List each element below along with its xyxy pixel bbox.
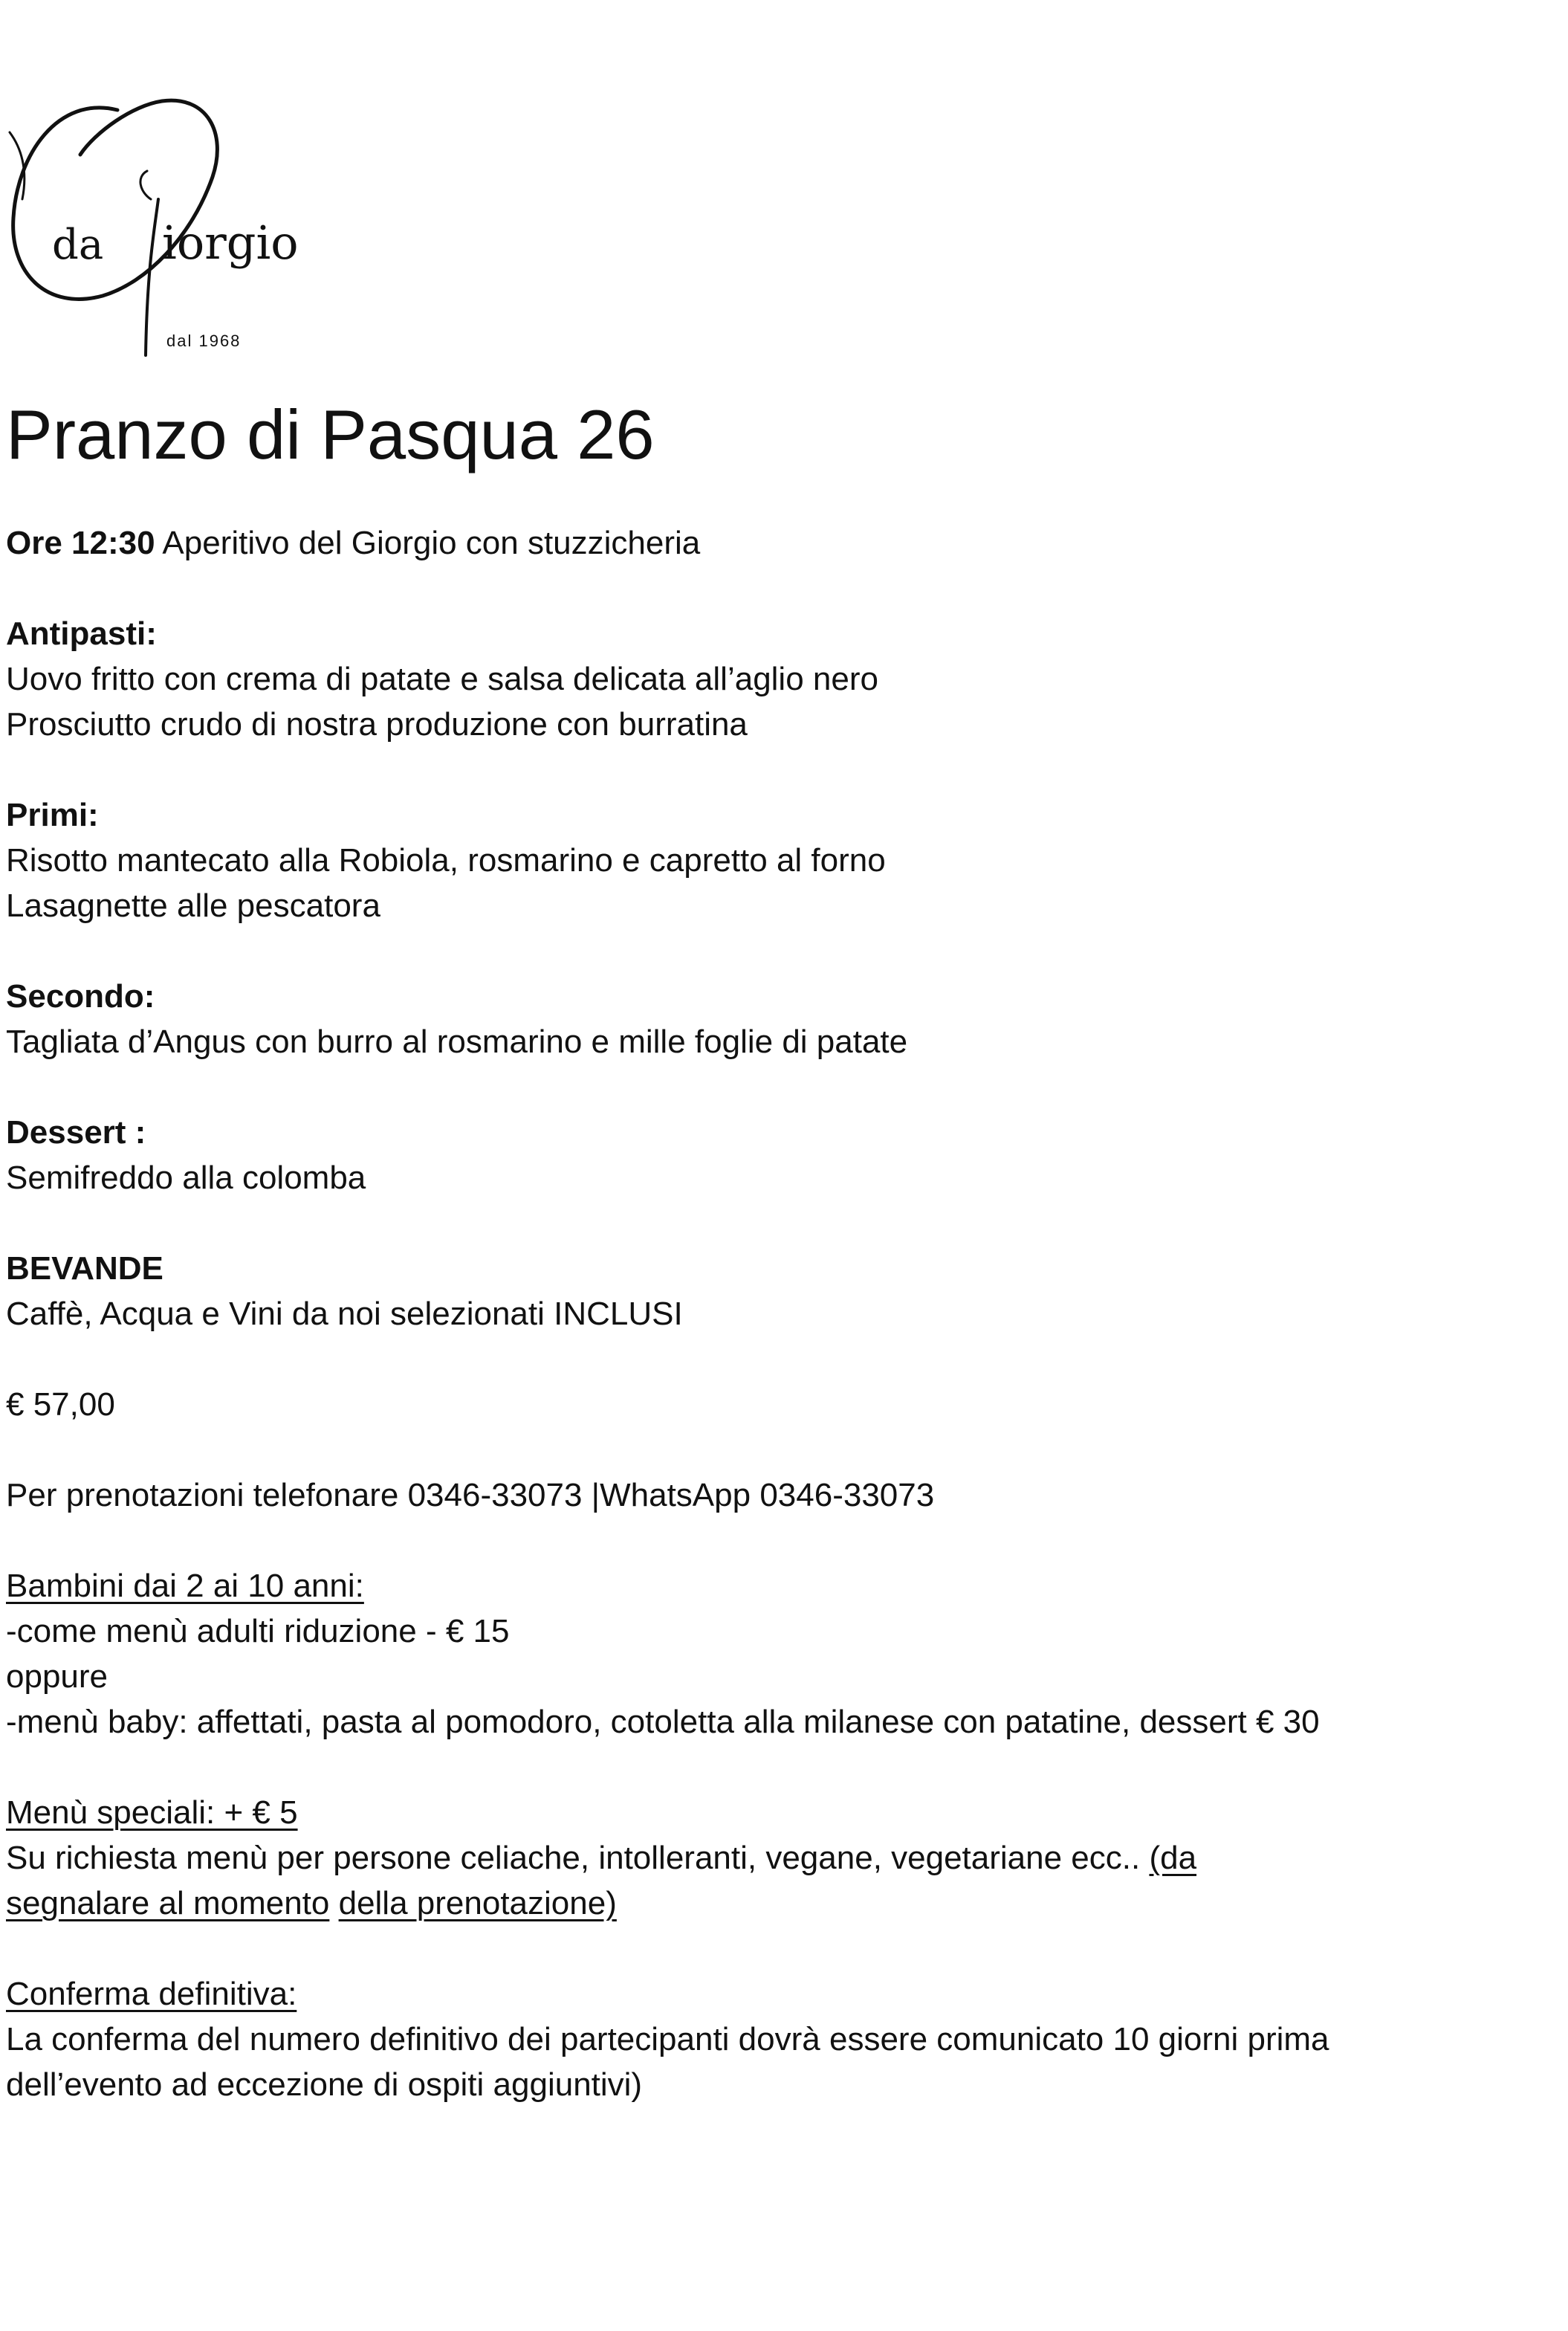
aperitivo-time: Ore 12:30 bbox=[6, 525, 155, 561]
speciali-heading: Menù speciali: + € 5 bbox=[6, 1794, 298, 1831]
page-title: Pranzo di Pasqua 26 bbox=[6, 395, 655, 473]
conferma-line: dell’evento ad eccezione di ospiti aggiuntivi) bbox=[6, 2066, 643, 2103]
logo-text-da: da bbox=[52, 221, 104, 269]
speciali-note: della prenotazione) bbox=[338, 1885, 617, 1921]
primi-item: Risotto mantecato alla Robiola, rosmarino e capretto al forno bbox=[6, 842, 886, 879]
bambini-line: -come menù adulti riduzione - € 15 bbox=[6, 1613, 510, 1649]
primi-item: Lasagnette alle pescatora bbox=[6, 888, 380, 924]
secondo-heading: Secondo: bbox=[6, 978, 155, 1015]
conferma-line: La conferma del numero definitivo dei partecipanti dovrà essere comunicato 10 giorni prima bbox=[6, 2021, 1329, 2057]
dessert-item: Semifreddo alla colomba bbox=[6, 1160, 366, 1196]
speciali-line: Su richiesta menù per persone celiache, intolleranti, vegane, vegetariane ecc.. (da bbox=[6, 1840, 1197, 1876]
dessert-heading: Dessert : bbox=[6, 1114, 146, 1151]
antipasti-item: Uovo fritto con crema di patate e salsa delicata all’aglio nero bbox=[6, 661, 878, 697]
secondo-item: Tagliata d’Angus con burro al rosmarino e mille foglie di patate bbox=[6, 1024, 908, 1060]
bambini-line: -menù baby: affettati, pasta al pomodoro, cotoletta alla milanese con patatine, dessert € 30 bbox=[6, 1704, 1320, 1740]
speciali-line bbox=[6, 1881, 1552, 1926]
logo-text-iorgio: iorgio bbox=[162, 216, 299, 270]
speciali-note: segnalare al momento bbox=[6, 1885, 330, 1921]
primi-heading: Primi: bbox=[6, 797, 99, 833]
aperitivo-line bbox=[6, 520, 1552, 566]
logo-graphic bbox=[6, 88, 299, 363]
menu-content bbox=[6, 520, 1552, 2107]
antipasti-item: Prosciutto crudo di nostra produzione con burratina bbox=[6, 706, 748, 743]
logo-tagline: dal 1968 bbox=[166, 332, 242, 350]
conferma-heading: Conferma definitiva: bbox=[6, 1976, 297, 2012]
bambini-line: oppure bbox=[6, 1658, 108, 1695]
booking-info: Per prenotazioni telefonare 0346-33073 |WhatsApp 0346-33073 bbox=[6, 1477, 935, 1513]
bevande-heading: BEVANDE bbox=[6, 1250, 163, 1287]
bambini-heading: Bambini dai 2 ai 10 anni: bbox=[6, 1568, 364, 1604]
price: € 57,00 bbox=[6, 1386, 115, 1423]
aperitivo-text: Aperitivo del Giorgio con stuzzicheria bbox=[155, 525, 701, 561]
antipasti-heading: Antipasti: bbox=[6, 615, 157, 652]
speciali-note: (da bbox=[1149, 1840, 1197, 1876]
restaurant-logo bbox=[6, 88, 299, 363]
bevande-item: Caffè, Acqua e Vini da noi selezionati INCLUSI bbox=[6, 1296, 683, 1332]
